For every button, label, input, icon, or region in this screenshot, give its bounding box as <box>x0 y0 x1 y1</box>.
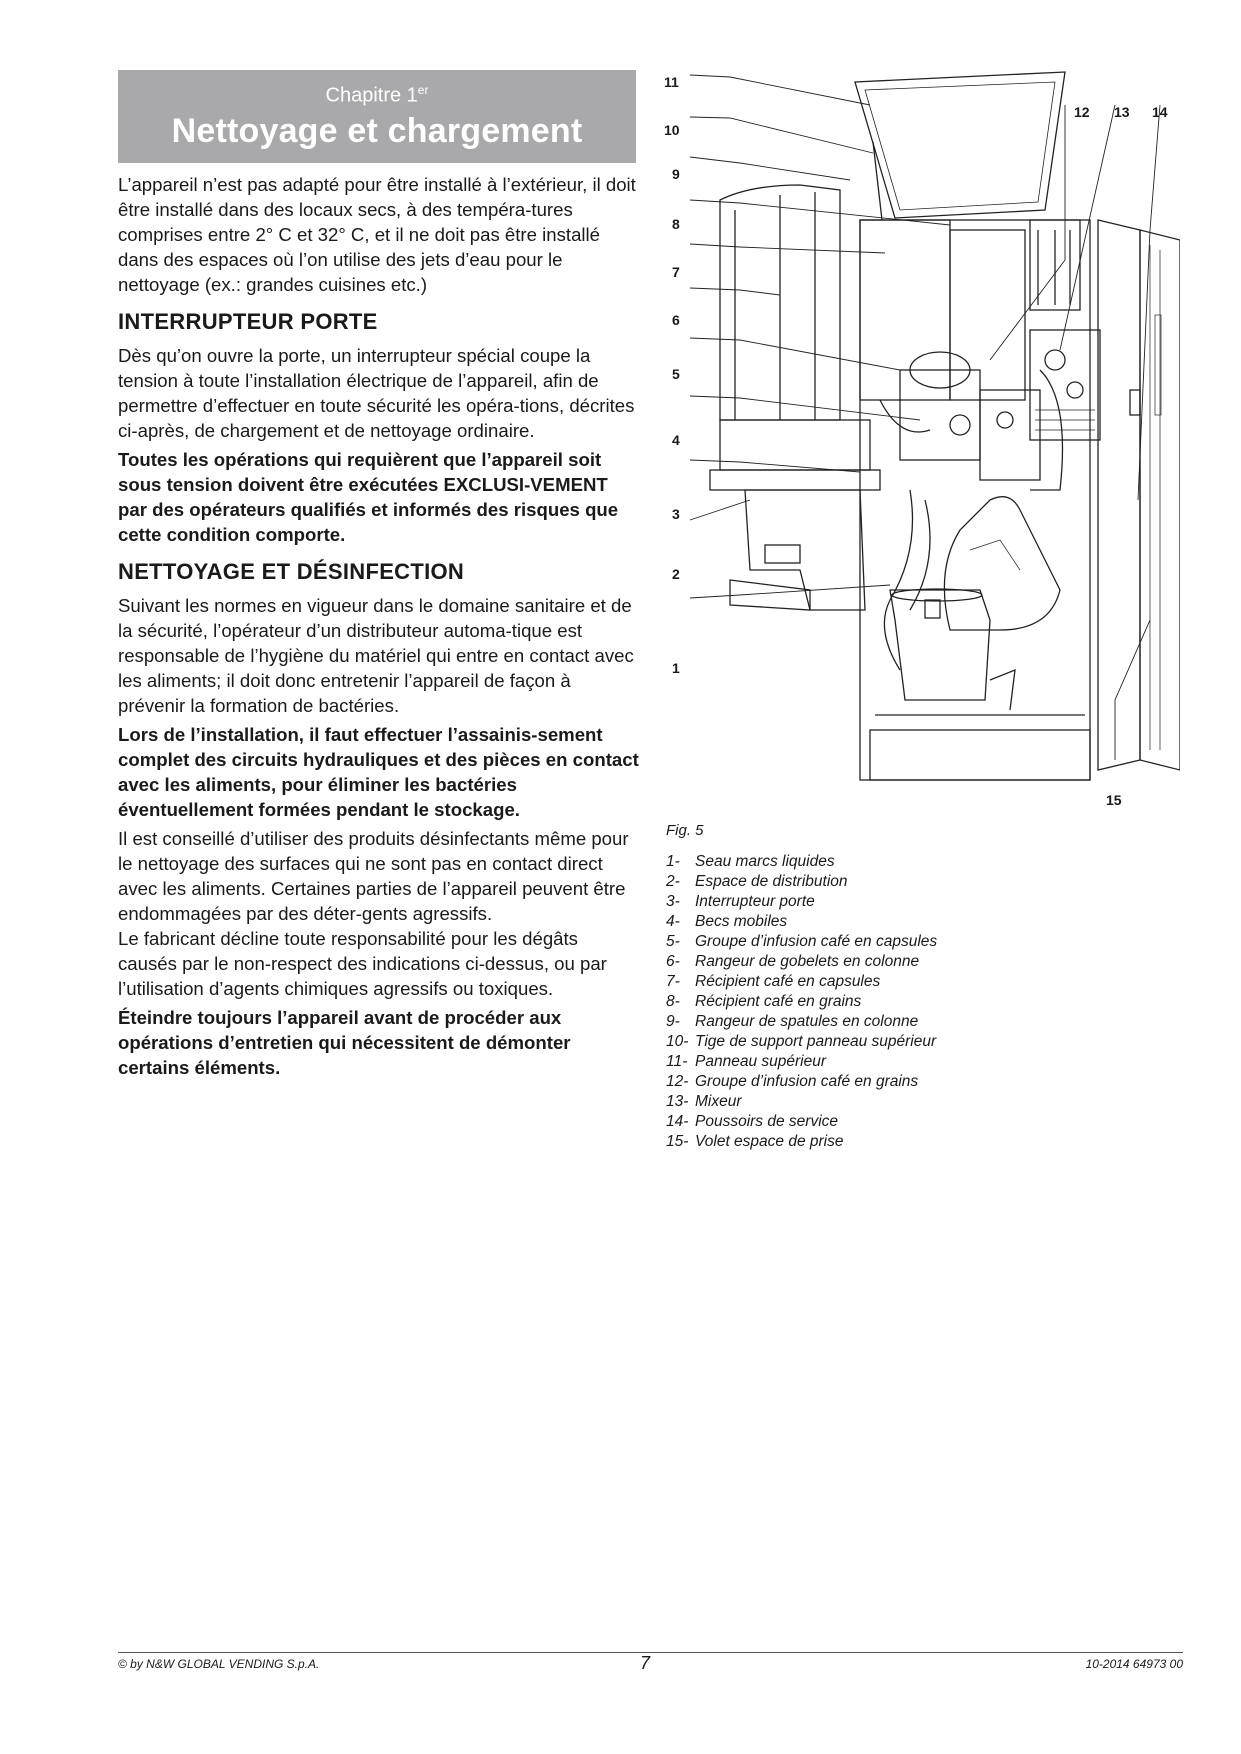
callout-6: 6 <box>672 312 680 328</box>
legend-number: 3- <box>666 893 680 910</box>
paragraph: Suivant les normes en vigueur dans le domaine sanitaire et de la sécurité, l’opérateur d’un distributeur automa-tique est responsable de l’hygiène du matériel qui entre en contact avec les aliments; il doit donc entretenir l’appareil de façon à prévenir la formation de bactéries. <box>118 595 634 716</box>
legend-item <box>666 972 1186 992</box>
page-number: 7 <box>640 1653 651 1673</box>
legend-text: Interrupteur porte <box>695 893 815 910</box>
callout-13: 13 <box>1114 104 1130 120</box>
legend-text: Espace de distribution <box>695 873 848 890</box>
chapter-title: Nettoyage et chargement <box>171 111 583 150</box>
legend-number: 2- <box>666 873 680 890</box>
legend-number: 15- <box>666 1133 689 1150</box>
legend-item <box>666 1052 1186 1072</box>
warning-paragraph: Lors de l’installation, il faut effectuer l’assainis-sement complet des circuits hydrauliques et des pièces en contact avec les aliments, pour éliminer les bactéries éventuellement formées pendant le stockage. <box>118 724 639 820</box>
section-heading-interrupteur: INTERRUPTEUR PORTE <box>118 309 378 334</box>
legend-item <box>666 1032 1186 1052</box>
legend-number: 7- <box>666 973 680 990</box>
legend-number: 13- <box>666 1093 689 1110</box>
footer-copyright: © by N&W GLOBAL VENDING S.p.A. <box>118 1657 320 1671</box>
chapter-label: Chapitre 1er <box>325 83 429 107</box>
legend-item <box>666 1092 1186 1112</box>
vending-machine-illustration <box>660 70 1180 830</box>
callout-8: 8 <box>672 216 680 232</box>
legend-item <box>666 1072 1186 1092</box>
callout-10: 10 <box>664 122 680 138</box>
legend-text: Groupe d’infusion café en grains <box>695 1073 919 1090</box>
main-text-column <box>118 172 640 1084</box>
legend-text: Volet espace de prise <box>695 1133 844 1150</box>
legend-item <box>666 1012 1186 1032</box>
legend-number: 9- <box>666 1013 680 1030</box>
legend-item <box>666 912 1186 932</box>
legend-number: 14- <box>666 1113 689 1130</box>
figure-legend <box>666 852 1186 1152</box>
intro-paragraph: L’appareil n’est pas adapté pour être installé à l’extérieur, il doit être installé dans des locaux secs, à des tempéra-tures comprises entre 2° C et 32° C, et il ne doit pas être installé dans des espaces où l’on utilise des jets d’eau pour le nettoyage (ex.: grandes cuisines etc.) <box>118 174 636 295</box>
legend-text: Panneau supérieur <box>695 1053 826 1070</box>
legend-number: 1- <box>666 853 680 870</box>
legend-text: Récipient café en capsules <box>695 973 881 990</box>
figure-caption: Fig. 5 <box>666 822 704 839</box>
callout-1: 1 <box>672 660 680 676</box>
legend-item <box>666 1132 1186 1152</box>
legend-item <box>666 932 1186 952</box>
paragraph: Le fabricant décline toute responsabilité pour les dégâts causés par le non-respect des indications ci-dessus, ou par l’utilisation d’agents chimiques agressifs ou toxiques. <box>118 928 607 999</box>
section-heading-nettoyage: NETTOYAGE ET DÉSINFECTION <box>118 559 465 584</box>
callout-12: 12 <box>1074 104 1090 120</box>
paragraph: Dès qu’on ouvre la porte, un interrupteur spécial coupe la tension à toute l’installation électrique de l’appareil, afin de permettre d’effectuer en toute sécurité les opéra-tions, décrites ci-après, de chargement et de nettoyage ordinaire. <box>118 345 635 441</box>
legend-number: 12- <box>666 1073 689 1090</box>
legend-text: Rangeur de gobelets en colonne <box>695 953 920 970</box>
legend-number: 5- <box>666 933 680 950</box>
legend-number: 6- <box>666 953 680 970</box>
footer-doc-code: 10-2014 64973 00 <box>1085 1657 1183 1671</box>
legend-text: Récipient café en grains <box>695 993 862 1010</box>
callout-5: 5 <box>672 366 680 382</box>
legend-text: Poussoirs de service <box>695 1113 839 1130</box>
legend-text: Rangeur de spatules en colonne <box>695 1013 919 1030</box>
callout-4: 4 <box>672 432 680 448</box>
callout-14: 14 <box>1152 104 1168 120</box>
chapter-header <box>118 70 636 163</box>
legend-text: Seau marcs liquides <box>695 853 835 870</box>
legend-number: 11- <box>666 1053 688 1070</box>
legend-item <box>666 872 1186 892</box>
legend-item <box>666 1112 1186 1132</box>
legend-number: 8- <box>666 993 680 1010</box>
footer-divider <box>118 1652 1183 1653</box>
callout-7: 7 <box>672 264 680 280</box>
legend-text: Becs mobiles <box>695 913 788 930</box>
callout-15: 15 <box>1106 792 1122 808</box>
legend-text: Groupe d’infusion café en capsules <box>695 933 938 950</box>
callout-11: 11 <box>664 74 679 90</box>
legend-number: 10- <box>666 1033 689 1050</box>
figure-5 <box>660 70 1180 830</box>
callout-3: 3 <box>672 506 680 522</box>
legend-item <box>666 992 1186 1012</box>
legend-item <box>666 892 1186 912</box>
warning-paragraph: Toutes les opérations qui requièrent que l’appareil soit sous tension doivent être exécutées EXCLUSI-VEMENT par des opérateurs qualifiés et informés des risques que cette condition comporte. <box>118 449 619 545</box>
legend-number: 4- <box>666 913 680 930</box>
legend-item <box>666 952 1186 972</box>
legend-text: Mixeur <box>695 1093 742 1110</box>
callout-2: 2 <box>672 566 680 582</box>
legend-item <box>666 852 1186 872</box>
legend-text: Tige de support panneau supérieur <box>695 1033 937 1050</box>
warning-paragraph: Éteindre toujours l’appareil avant de procéder aux opérations d’entretien qui nécessitent de démonter certains éléments. <box>118 1007 571 1078</box>
paragraph: Il est conseillé d’utiliser des produits désinfectants même pour le nettoyage des surfaces qui ne sont pas en contact direct avec les aliments. Certaines parties de l’appareil peuvent être endommagées par des déter-gents agressifs. <box>118 828 629 924</box>
callout-9: 9 <box>672 166 680 182</box>
